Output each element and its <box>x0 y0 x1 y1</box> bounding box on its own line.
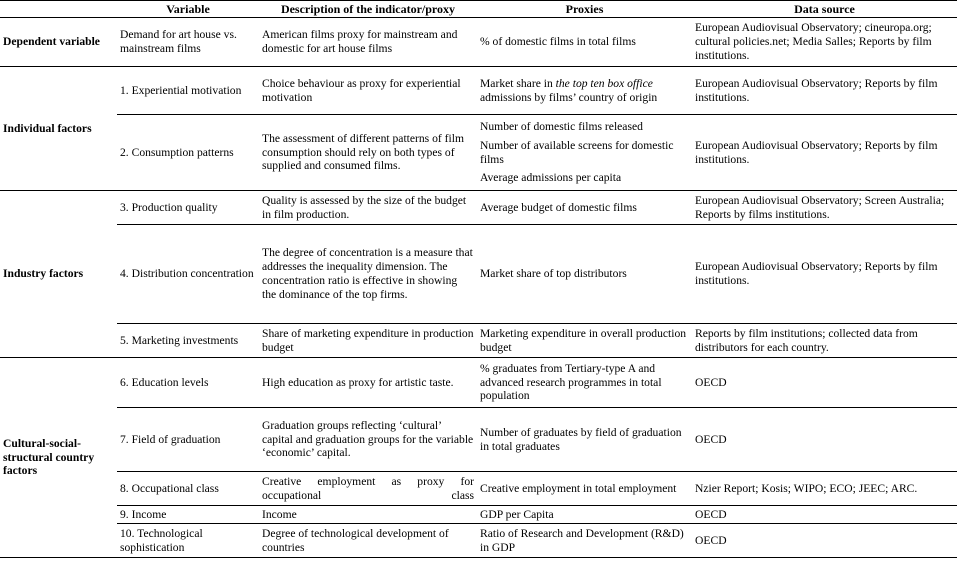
proxy-cell <box>477 67 692 115</box>
proxy-text: Market share in <box>480 76 556 90</box>
table-row <box>0 67 957 115</box>
data-source-cell: European Audiovisual Observatory; Reports by film institutions. <box>692 225 957 324</box>
proxy-item: Number of available screens for domestic films <box>480 138 674 166</box>
proxy-cell: Number of graduates by field of graduation in total graduates <box>477 408 692 472</box>
variable-cell: 8. Occupational class <box>117 472 259 506</box>
proxy-cell: Creative employment in total employment <box>477 472 692 506</box>
proxy-cell: GDP per Capita <box>477 506 692 524</box>
header-data-source: Data source <box>692 1 957 18</box>
data-source-cell: European Audiovisual Observatory; cineuropa.org; cultural policies.net; Media Salles; Reports by film institutions. <box>692 18 957 67</box>
table-row <box>0 506 957 524</box>
table-row <box>0 472 957 506</box>
data-source-cell: OECD <box>692 358 957 408</box>
data-source-cell: European Audiovisual Observatory; Reports by film institutions. <box>692 67 957 115</box>
table-row <box>0 524 957 558</box>
table-row <box>0 358 957 408</box>
description-cell: The assessment of different patterns of film consumption should rely on both types of supplied and consumed films. <box>259 115 477 191</box>
variable-cell: 5. Marketing investments <box>117 324 259 358</box>
variable-cell: 2. Consumption patterns <box>117 115 259 191</box>
group-label: Cultural-social-structural country factors <box>0 358 117 558</box>
data-source-cell: OECD <box>692 408 957 472</box>
data-source-cell: Nzier Report; Kosis; WIPO; ECO; JEEC; ARC. <box>692 472 957 506</box>
table-row <box>0 225 957 324</box>
header-proxies: Proxies <box>477 1 692 18</box>
proxy-cell: % graduates from Tertiary-type A and advanced research programmes in total population <box>477 358 692 408</box>
description-cell: Choice behaviour as proxy for experiential motivation <box>259 67 477 115</box>
variable-cell: 9. Income <box>117 506 259 524</box>
proxy-cell <box>477 115 692 191</box>
variable-cell: 3. Production quality <box>117 191 259 225</box>
header-variable: Variable <box>117 1 259 18</box>
variable-cell: 7. Field of graduation <box>117 408 259 472</box>
proxy-item: Number of domestic films released <box>480 119 643 133</box>
proxy-emphasis: the top ten box office <box>555 76 653 90</box>
table-row <box>0 324 957 358</box>
description-cell: Share of marketing expenditure in production budget <box>259 324 477 358</box>
description-cell: Degree of technological development of countries <box>259 524 477 558</box>
header-row <box>0 1 957 18</box>
proxy-cell: Marketing expenditure in overall production budget <box>477 324 692 358</box>
proxy-cell: % of domestic films in total films <box>477 18 692 67</box>
description-cell: Income <box>259 506 477 524</box>
table-row <box>0 18 957 67</box>
proxy-cell: Average budget of domestic films <box>477 191 692 225</box>
data-source-cell: Reports by film institutions; collected data from distributors for each country. <box>692 324 957 358</box>
group-label: Industry factors <box>0 191 117 358</box>
data-source-cell: OECD <box>692 524 957 558</box>
table-row <box>0 408 957 472</box>
description-cell: High education as proxy for artistic taste. <box>259 358 477 408</box>
description-cell: American films proxy for mainstream and domestic for art house films <box>259 18 477 67</box>
data-source-cell: European Audiovisual Observatory; Screen Australia; Reports by films institutions. <box>692 191 957 225</box>
proxy-text: admissions by films’ country of origin <box>480 90 658 104</box>
description-cell: Graduation groups reflecting ‘cultural’ capital and graduation groups for the variable ‘economic’ capital. <box>259 408 477 472</box>
variable-cell: 10. Technological sophistication <box>117 524 259 558</box>
description-cell: Quality is assessed by the size of the budget in film production. <box>259 191 477 225</box>
proxy-item: Average admissions per capita <box>480 171 622 185</box>
table-row <box>0 191 957 225</box>
description-cell: The degree of concentration is a measure that addresses the inequality dimension. The concentration ratio is effective in showing the dominance of the top firms. <box>259 225 477 324</box>
header-description: Description of the indicator/proxy <box>259 1 477 18</box>
variable-cell: Demand for art house vs. mainstream films <box>117 18 259 67</box>
data-source-cell: OECD <box>692 506 957 524</box>
table-row <box>0 115 957 191</box>
proxy-cell: Market share of top distributors <box>477 225 692 324</box>
variable-cell: 6. Education levels <box>117 358 259 408</box>
header-group <box>0 1 117 18</box>
proxy-cell: Ratio of Research and Development (R&D) in GDP <box>477 524 692 558</box>
description-cell: Creative employment as proxy for occupational class <box>259 472 477 506</box>
data-source-cell: European Audiovisual Observatory; Reports by film institutions. <box>692 115 957 191</box>
group-label: Individual factors <box>0 67 117 191</box>
variable-cell: 4. Distribution concentration <box>117 225 259 324</box>
group-label: Dependent variable <box>0 18 117 67</box>
variable-cell: 1. Experiential motivation <box>117 67 259 115</box>
